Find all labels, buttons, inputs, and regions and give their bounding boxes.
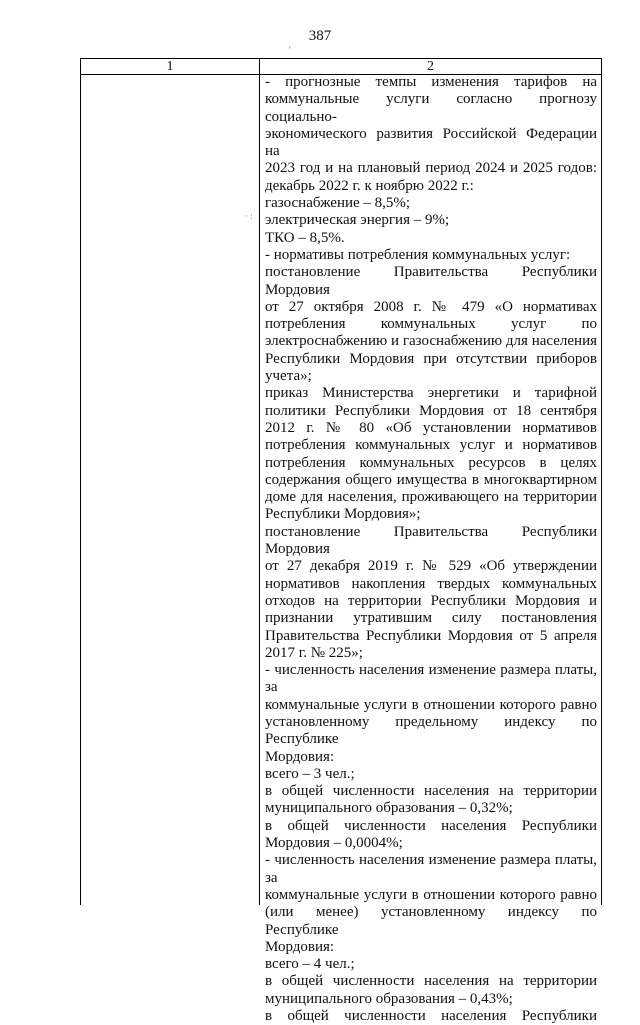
document-table (80, 58, 602, 1025)
text-line: 2017 г. № 225»; (265, 644, 363, 661)
text-line: Мордовия: (265, 938, 335, 955)
text-line: электроснабжению и газоснабжению для населения (265, 333, 597, 350)
text-line: доме для населения, проживающего на территории (265, 489, 597, 506)
text-line: политики Республики Мордовия от 18 сентября (265, 402, 597, 419)
text-line: декабрь 2022 г. к ноябрю 2022 г.: (265, 177, 474, 194)
text-line: учета»; (265, 368, 312, 385)
text-line: Правительства Республики Мордовия от 5 апреля (265, 627, 597, 644)
text-line: в общей численности населения на территории (265, 973, 597, 990)
text-line: газоснабжение – 8,5%; (265, 195, 411, 212)
text-line: потребления коммунальных услуг и нормативов (265, 437, 597, 454)
text-line: муниципального образования – 0,43%; (265, 990, 513, 1007)
text-line: признании утратившим силу постановления (265, 610, 597, 627)
text-line: Мордовия – 0,0004%; (265, 835, 403, 852)
text-line: Республики Мордовия»; (265, 506, 421, 523)
text-line: постановление Правительства Республики Мордовия (265, 523, 597, 558)
text-line: 2012 г. № 80 «Об установлении нормативов (265, 419, 597, 436)
text-line: - численность населения изменение размера платы, за (265, 852, 597, 886)
text-line: содержания общего имущества в многоквартирном (265, 471, 597, 488)
column-header-1: 1 (166, 59, 174, 74)
text-line: от 27 октября 2008 г. № 479 «О нормативах (265, 298, 597, 315)
text-line: (или менее) установленному индексу по Республике (265, 904, 597, 938)
text-line: в общей численности населения Республики (265, 817, 597, 834)
table-cell-column-2 (265, 74, 597, 1025)
text-line: приказ Министерства энергетики и тарифной (265, 385, 597, 402)
text-line: всего – 3 чел.; (265, 765, 355, 782)
text-line: экономического развития Российской Федерации на (265, 125, 597, 160)
column-header-2: 2 (427, 59, 434, 74)
text-line: - численность населения изменение размера платы, за (265, 662, 597, 696)
text-line: Республики Мордовия при отсутствии приборов (265, 350, 597, 367)
text-line: установленному предельному индексу по Республике (265, 713, 597, 748)
text-line: отходов на территории Республики Мордовия и (265, 592, 597, 609)
text-line: потребления коммунальных услуг по (265, 316, 597, 333)
text-line: ТКО – 8,5%. (265, 229, 345, 246)
text-line: - нормативы потребления коммунальных услуг: (265, 246, 571, 263)
text-line: потребления коммунальных ресурсов в целях (265, 454, 597, 471)
text-line: - прогнозные темпы изменения тарифов на (265, 74, 597, 90)
margin-mark: · : (245, 211, 253, 221)
text-line: в общей численности населения на территории (265, 783, 597, 800)
text-line: электрическая энергия – 9%; (265, 212, 450, 229)
text-line: муниципального образования – 0,32%; (265, 800, 513, 817)
text-line: коммунальные услуги в отношении которого равно (265, 696, 597, 713)
text-line: постановление Правительства Республики Мордовия (265, 264, 597, 298)
text-line: нормативов накопления твердых коммунальных (265, 575, 597, 592)
text-line: 2023 год и на плановый период 2024 и 2025 годов: (265, 160, 597, 177)
column-divider (259, 59, 260, 905)
text-line: коммунальные услуги согласно прогнозу социально- (265, 91, 597, 125)
text-line: всего – 4 чел.; (265, 956, 355, 973)
scan-mark: ' (289, 45, 291, 55)
text-line: коммунальные услуги в отношении которого равно (265, 886, 597, 903)
page-number: 387 (308, 28, 332, 44)
text-line: от 27 декабря 2019 г. № 529 «Об утверждении (265, 558, 597, 575)
table-header-row (81, 59, 601, 75)
text-line: Мордовия: (265, 748, 335, 765)
text-line: в общей численности населения Республики (265, 1008, 597, 1025)
